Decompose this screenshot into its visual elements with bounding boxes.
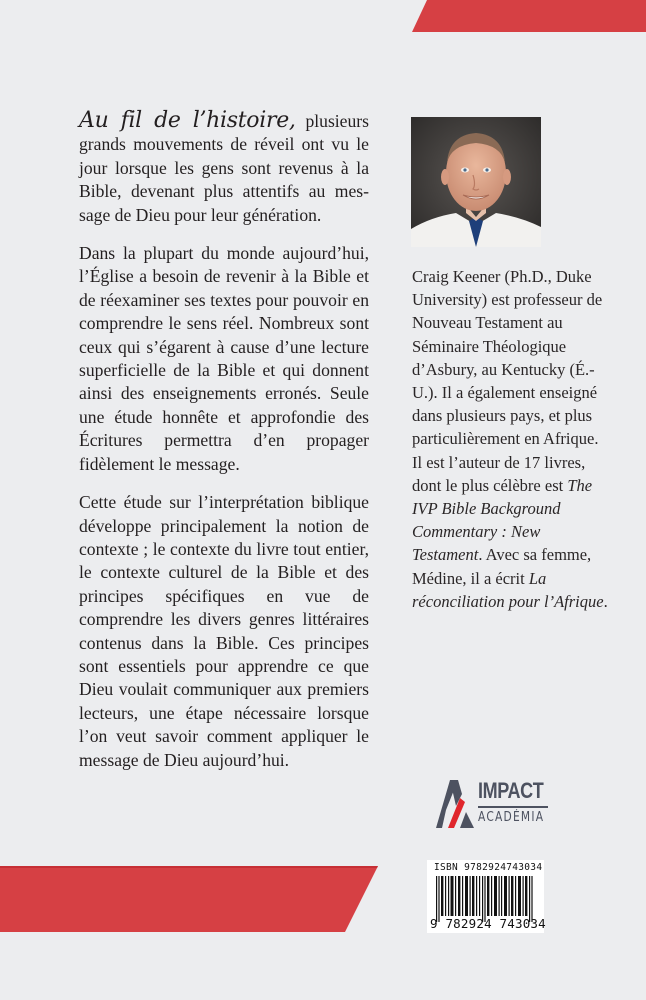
publisher-subname: ACADÉMIA bbox=[478, 810, 545, 825]
paragraph-study: Cette étude sur l’interprétation biblique développe principalement la notion de contexte ; le contexte du livre tout entier, le contexte culturel de la Bible et des principes spécifiques en vue de comprendre les divers genres littéraires contenus dans la Bible. Ces principes sont essentiels pour apprendre ce que Dieu voulait communiquer aux premiers lecteurs, une étape nécessaire lorsque l’on veut savoir comment appliquer le message de Dieu aujourd’hui. bbox=[79, 492, 369, 770]
paragraph-church: Dans la plupart du monde aujourd’hui, l’Église a besoin de revenir à la Bible et de réexaminer ses textes pour pouvoir en comprendre le sens réel. Nombreux sont ceux qui s’égarent à cause d’une lecture superficielle de la Bible et qui donnent ainsi des enseignements erronés. Seule une étude honnête et approfondie des Écritures permettra d’en propager fidèlement le message. bbox=[79, 243, 369, 474]
bio-book-title-2: La réconciliation pour l’Afrique bbox=[412, 568, 604, 611]
author-portrait-icon bbox=[411, 117, 541, 247]
author-bio bbox=[412, 265, 612, 613]
bottom-red-band bbox=[0, 866, 378, 932]
isbn-digits: 9 782924 743034 bbox=[430, 916, 546, 931]
bio-text-2: . Avec sa femme, Médine, il a écrit bbox=[412, 545, 592, 588]
impact-logo-mark-icon bbox=[436, 780, 474, 828]
author-photo bbox=[411, 117, 541, 247]
back-cover-description bbox=[79, 109, 369, 787]
bio-text-3: . bbox=[603, 591, 608, 611]
paragraph-intro bbox=[79, 109, 369, 227]
isbn-barcode bbox=[427, 860, 544, 933]
bio-text-1: Craig Keener (Ph.D., Duke University) est professeur de Nouveau Testament au Séminaire Théologique d’Asbury, au Kentucky (É.-U.). Il a également enseigné dans plusieurs pays, et plus particulièrement en Afrique. Il est l’auteur de 17 livres, dont le plus célèbre est bbox=[412, 267, 603, 495]
publisher-name: IMPACT bbox=[478, 778, 544, 803]
logo-divider bbox=[478, 806, 548, 808]
bio-book-title-1: The IVP Bible Background Commentary : New Testament bbox=[412, 475, 593, 565]
isbn-label: ISBN 9782924743034 bbox=[434, 862, 543, 873]
paragraph-intro-text: plusieurs grands mouvements de réveil ont vu le jour lorsque les gens sont revenus à la Bible, devenant plus attentifs au message de Dieu pour leur génération. bbox=[79, 111, 369, 225]
script-lead: Au fil de l’histoire, bbox=[79, 108, 296, 133]
top-red-band bbox=[412, 0, 646, 33]
publisher-logo bbox=[432, 778, 562, 830]
